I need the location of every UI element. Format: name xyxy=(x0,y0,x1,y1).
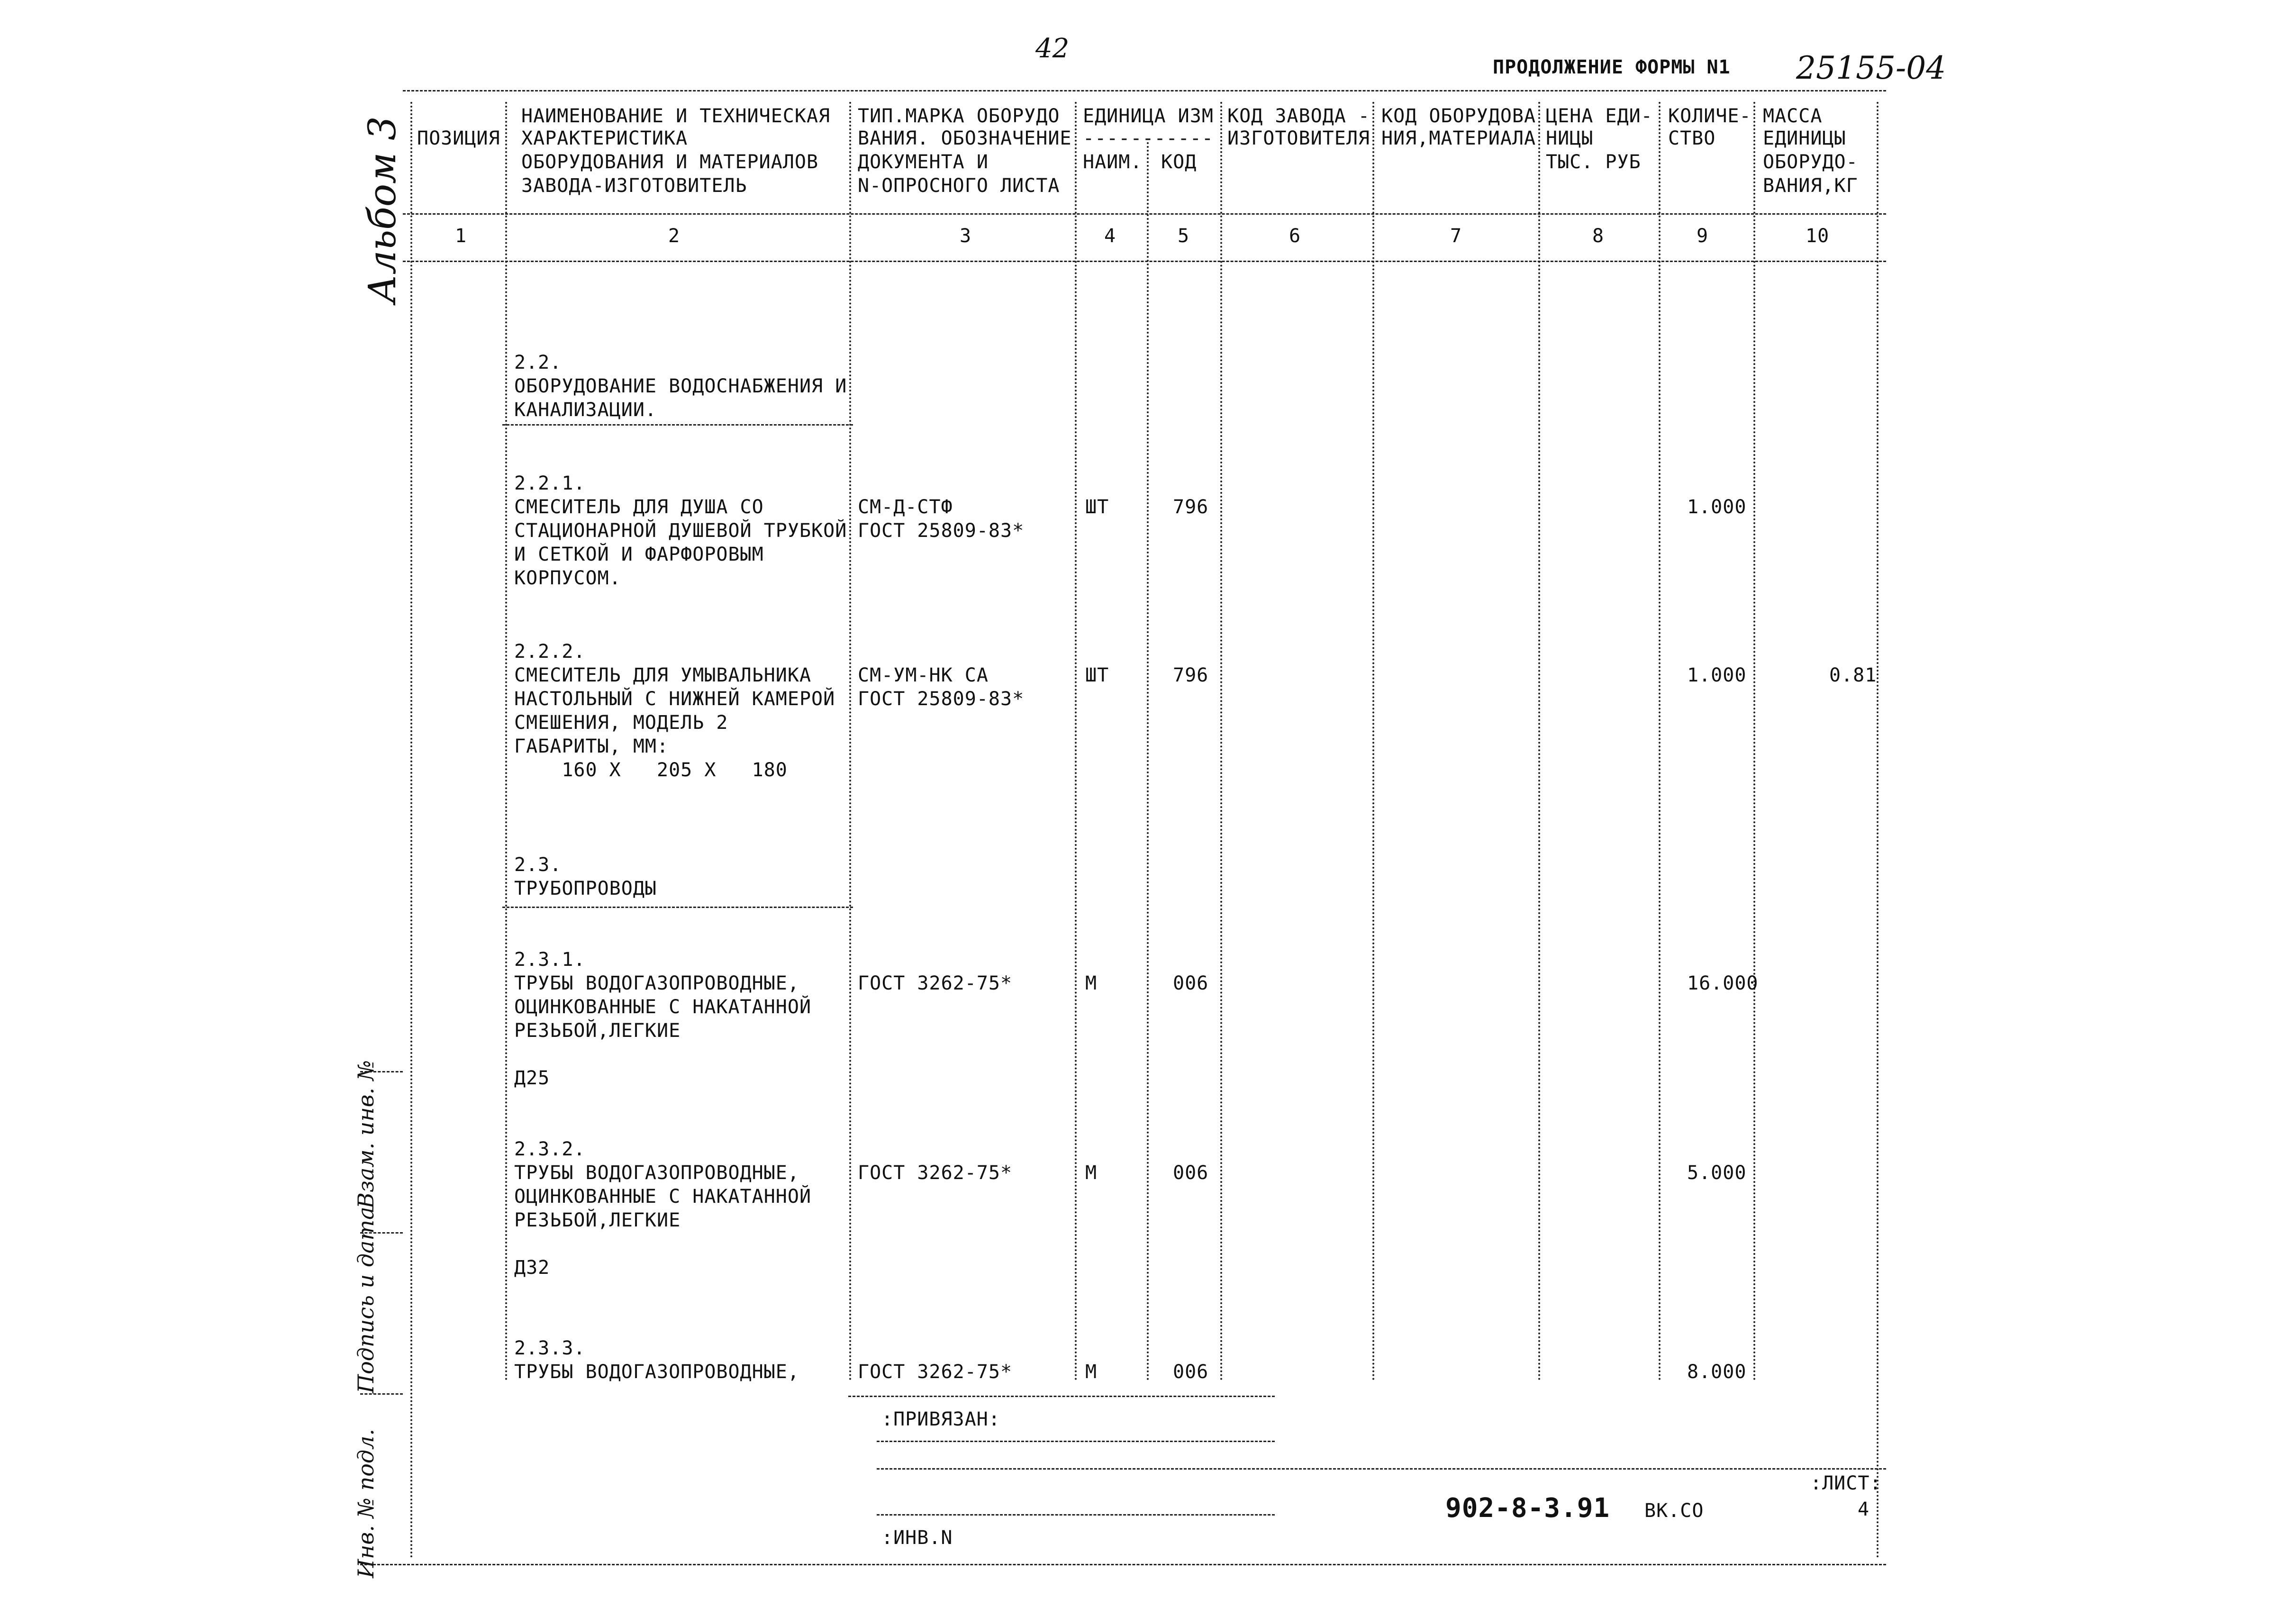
footer-inv: :ИНВ.N xyxy=(881,1527,953,1549)
col-divider-3-4 xyxy=(1075,102,1077,1381)
col-divider-8-9 xyxy=(1659,102,1661,1381)
footer-sheet-no: 4 xyxy=(1858,1498,1870,1520)
row-name: ТРУБЫ ВОДОГАЗОПРОВОДНЫЕ, xyxy=(514,1361,799,1383)
header-col9-line: СТВО xyxy=(1668,127,1716,149)
row-name: РЕЗЬБОЙ,ЛЕГКИЕ xyxy=(514,1209,681,1231)
rule-left-1 xyxy=(360,1071,403,1072)
footer-sheet-label: :ЛИСТ: xyxy=(1810,1472,1882,1494)
header-col5-line: КОД xyxy=(1161,151,1197,173)
row-qty: 1.000 xyxy=(1687,496,1747,518)
row-name: РЕЗЬБОЙ,ЛЕГКИЕ xyxy=(514,1020,681,1042)
header-col2-line: ХАРАКТЕРИСТИКА xyxy=(521,127,688,149)
row-name: ОЦИНКОВАННЫЕ С НАКАТАННОЙ xyxy=(514,1186,812,1208)
rule-numbers-bottom xyxy=(403,261,1886,262)
column-number: 9 xyxy=(1697,225,1709,247)
row-name: ТРУБЫ ВОДОГАЗОПРОВОДНЫЕ, xyxy=(514,972,799,994)
rule-stamp-1 xyxy=(877,1441,1275,1442)
row-name: ГАБАРИТЫ, ММ: xyxy=(514,735,669,757)
row-type: ГОСТ 3262-75* xyxy=(858,972,1013,994)
side-stamp-inv-no: Инв. № подл. xyxy=(353,1429,379,1578)
row-name: НАСТОЛЬНЫЙ С НИЖНЕЙ КАМЕРОЙ xyxy=(514,688,835,710)
column-number: 10 xyxy=(1806,225,1830,247)
rule-stamp-2 xyxy=(877,1468,1886,1470)
row-code: 006 xyxy=(1173,1162,1209,1184)
row-name: 2.2. xyxy=(514,352,562,373)
row-name: Д25 xyxy=(514,1067,550,1089)
col-divider-2-3 xyxy=(849,102,851,1381)
row-name: СТАЦИОНАРНОЙ ДУШЕВОЙ ТРУБКОЙ xyxy=(514,520,847,542)
row-name: 160 Х 205 Х 180 xyxy=(514,759,788,781)
column-number: 3 xyxy=(960,225,972,247)
header-col6-line: КОД ЗАВОДА - xyxy=(1227,105,1370,127)
rule-bottom xyxy=(360,1564,1886,1565)
row-type: ГОСТ 3262-75* xyxy=(858,1162,1013,1184)
row-code: 006 xyxy=(1173,1361,1209,1383)
header-col6-line: ИЗГОТОВИТЕЛЯ xyxy=(1227,127,1370,149)
row-code: 006 xyxy=(1173,972,1209,994)
col-divider-4-5 xyxy=(1147,142,1149,1381)
column-number: 7 xyxy=(1450,225,1462,247)
header-col4-line: НАИМ. xyxy=(1083,151,1143,173)
row-type: СМ-Д-СТФ xyxy=(858,496,953,518)
col-divider-left xyxy=(410,102,412,1559)
header-col7-line: НИЯ,МАТЕРИАЛА xyxy=(1381,127,1536,149)
row-code: 796 xyxy=(1173,664,1209,686)
row-unit: ШТ xyxy=(1085,496,1109,518)
header-unit-line: ----------- xyxy=(1083,127,1214,149)
row-unit: М xyxy=(1085,1361,1098,1383)
header-col3-line: ТИП.МАРКА ОБОРУДО xyxy=(858,105,1060,127)
header-col10-line: ОБОРУДО- xyxy=(1763,151,1858,173)
rule-header-bottom xyxy=(403,213,1886,215)
row-name: СМЕСИТЕЛЬ ДЛЯ ДУША СО xyxy=(514,496,764,518)
page-number: 42 xyxy=(1035,33,1070,64)
header-col7-line: КОД ОБОРУДОВА xyxy=(1381,105,1536,127)
row-name: 2.2.2. xyxy=(514,641,586,663)
row-code: 796 xyxy=(1173,496,1209,518)
column-number: 5 xyxy=(1178,225,1190,247)
album-label: Альбом 3 xyxy=(360,116,404,303)
row-qty: 5.000 xyxy=(1687,1162,1747,1184)
header-col2-line: ОБОРУДОВАНИЯ И МАТЕРИАЛОВ xyxy=(521,151,819,173)
header-col2-line: НАИМЕНОВАНИЕ И ТЕХНИЧЕСКАЯ xyxy=(521,105,831,127)
row-name: СМЕШЕНИЯ, МОДЕЛЬ 2 xyxy=(514,712,728,734)
rule-stamp-top xyxy=(848,1396,1275,1397)
row-name: 2.3. xyxy=(514,854,562,876)
rule-section-2-2 xyxy=(502,424,853,426)
row-type: ГОСТ 25809-83* xyxy=(858,688,1025,710)
col-divider-9-10 xyxy=(1753,102,1755,1381)
row-name: И СЕТКОЙ И ФАРФОРОВЫМ xyxy=(514,544,764,565)
row-name: ОЦИНКОВАННЫЕ С НАКАТАННОЙ xyxy=(514,996,812,1018)
row-name: КОРПУСОМ. xyxy=(514,567,621,589)
header-col8-line: НИЦЫ xyxy=(1546,127,1594,149)
row-name: СМЕСИТЕЛЬ ДЛЯ УМЫВАЛЬНИКА xyxy=(514,664,812,686)
row-type: ГОСТ 25809-83* xyxy=(858,520,1025,542)
row-unit: М xyxy=(1085,972,1098,994)
row-type: ГОСТ 3262-75* xyxy=(858,1361,1013,1383)
row-qty: 8.000 xyxy=(1687,1361,1747,1383)
column-number: 6 xyxy=(1289,225,1301,247)
row-type: СМ-УМ-НК СА xyxy=(858,664,989,686)
form-continuation: ПРОДОЛЖЕНИЕ ФОРМЫ N1 xyxy=(1493,56,1731,78)
col-divider-1-2 xyxy=(505,102,507,1381)
footer-section: ВК.СО xyxy=(1644,1500,1704,1522)
column-number: 4 xyxy=(1104,225,1116,247)
rule-stamp-3 xyxy=(877,1514,1275,1516)
header-col3-line: N-ОПРОСНОГО ЛИСТА xyxy=(858,175,1060,197)
header-col3-line: ВАНИЯ. ОБОЗНАЧЕНИЕ xyxy=(858,127,1072,149)
col-divider-7-8 xyxy=(1538,102,1540,1381)
header-col3-line: ДОКУМЕНТА И xyxy=(858,151,989,173)
row-name: 2.3.2. xyxy=(514,1138,586,1160)
header-unit-line: ЕДИНИЦА ИЗМ xyxy=(1083,105,1214,127)
header-col1-line: ПОЗИЦИЯ xyxy=(417,127,500,149)
header-col8-line: ТЫС. РУБ xyxy=(1546,151,1641,173)
header-col10-line: МАССА xyxy=(1763,105,1823,127)
column-number: 2 xyxy=(668,225,681,247)
row-name: КАНАЛИЗАЦИИ. xyxy=(514,399,657,421)
rule-top xyxy=(403,90,1886,91)
handwritten-doc-code: 25155-04 xyxy=(1796,50,1946,86)
row-qty: 16.000 xyxy=(1687,972,1759,994)
header-col10-line: ВАНИЯ,КГ xyxy=(1763,175,1858,197)
col-divider-5-6 xyxy=(1220,102,1222,1381)
header-col10-line: ЕДИНИЦЫ xyxy=(1763,127,1846,149)
row-mass: 0.81 xyxy=(1829,664,1877,686)
column-number: 8 xyxy=(1592,225,1605,247)
row-name: 2.2.1. xyxy=(514,472,586,494)
side-stamp-signature-date: Подпись и дата xyxy=(353,1207,379,1393)
row-name: Д32 xyxy=(514,1257,550,1279)
header-col2-line: ЗАВОДА-ИЗГОТОВИТЕЛЬ xyxy=(521,175,747,197)
row-name: ОБОРУДОВАНИЕ ВОДОСНАБЖЕНИЯ И xyxy=(514,375,847,397)
footer-drawing-code: 902-8-3.91 xyxy=(1445,1493,1610,1524)
header-col8-line: ЦЕНА ЕДИ- xyxy=(1546,105,1653,127)
footer-attached: :ПРИВЯЗАН: xyxy=(881,1408,1000,1430)
rule-left-3 xyxy=(360,1393,403,1395)
header-col9-line: КОЛИЧЕ- xyxy=(1668,105,1751,127)
row-unit: ШТ xyxy=(1085,664,1109,686)
rule-section-2-3 xyxy=(502,907,853,908)
row-qty: 1.000 xyxy=(1687,664,1747,686)
row-name: ТРУБЫ ВОДОГАЗОПРОВОДНЫЕ, xyxy=(514,1162,799,1184)
column-number: 1 xyxy=(455,225,467,247)
row-name: ТРУБОПРОВОДЫ xyxy=(514,878,657,899)
col-divider-6-7 xyxy=(1372,102,1374,1381)
rule-left-2 xyxy=(360,1232,403,1234)
side-stamp-replaced-inv: Взам. инв. № xyxy=(353,1060,379,1208)
col-divider-right xyxy=(1877,102,1879,1559)
row-name: 2.3.3. xyxy=(514,1337,586,1359)
row-name: 2.3.1. xyxy=(514,949,586,971)
row-unit: М xyxy=(1085,1162,1098,1184)
